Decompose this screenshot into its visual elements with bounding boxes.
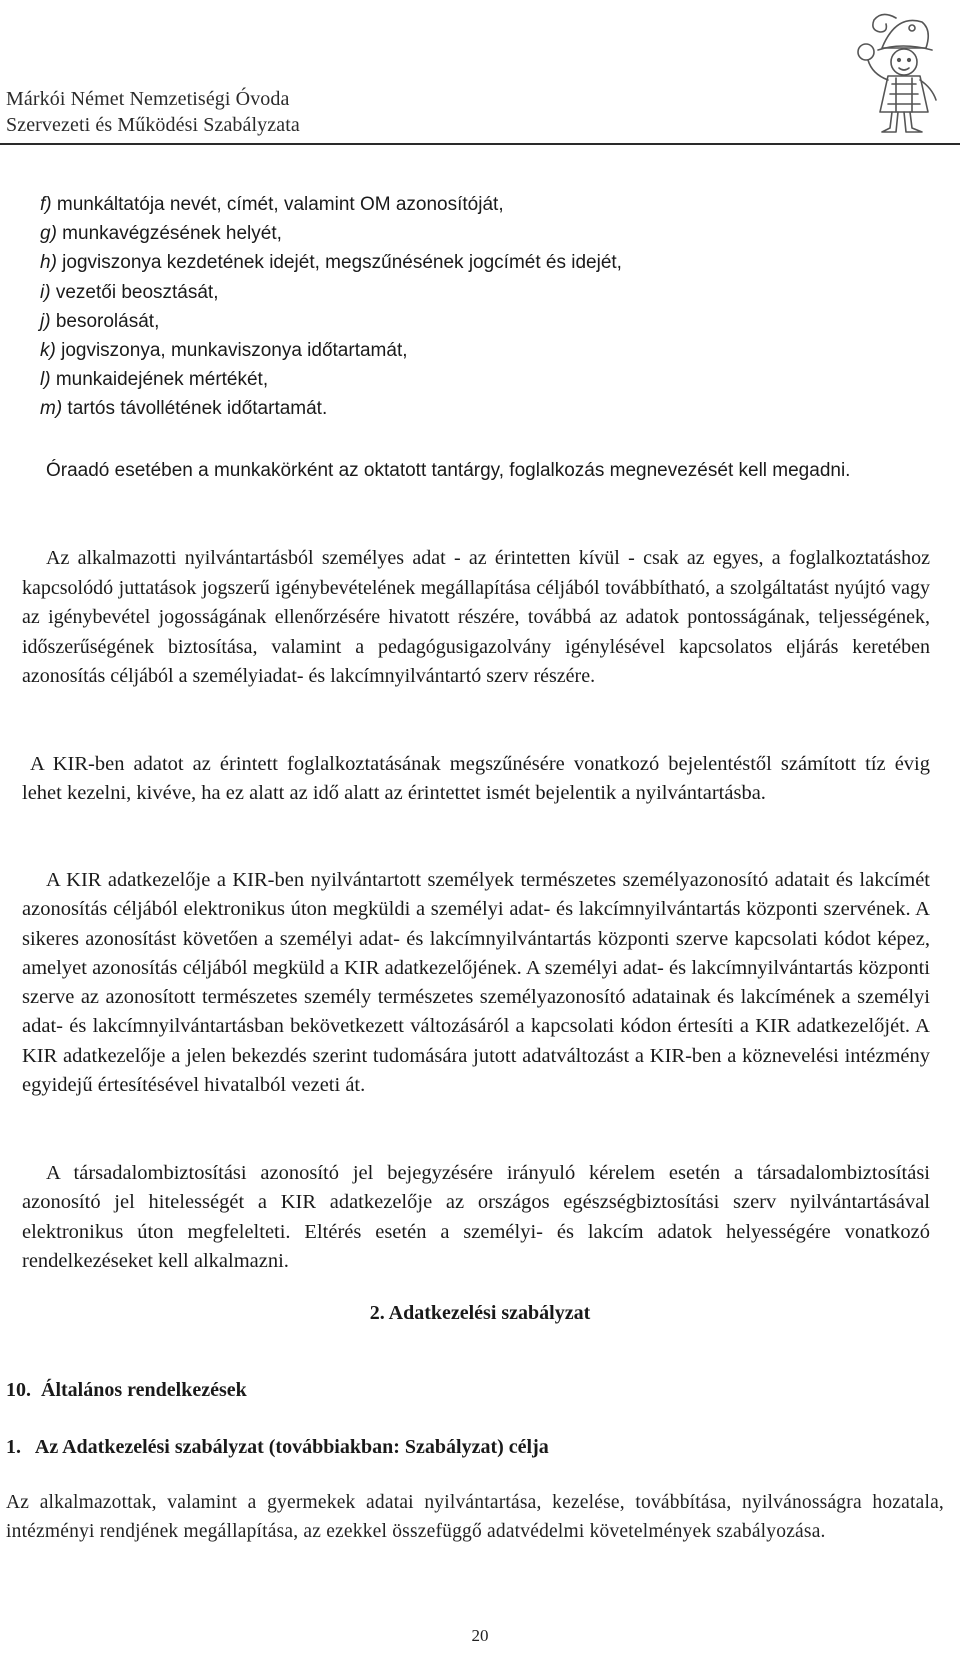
section-heading-szabalyzat-celja: 1. Az Adatkezelési szabályzat (továbbiakban: Szabályzat) célja — [6, 1436, 549, 1458]
list-item: f) munkáltatója nevét, címét, valamint OM azonosítóját, — [40, 194, 504, 215]
header-title — [6, 86, 300, 138]
paragraph-alkalmazotti-nyilvantartas: Az alkalmazotti nyilvántartásból személyes adat - az érintetten kívül - csak az egyes, a foglalkoztatáshoz kapcsolódó juttatások jogszerű igénybevételének megállapítása céljából továbbítható, a szolgáltatást nyújtó vagy az igénybevétel jogosságának ellenőrzésére hivatott részére, továbbá az adatok pontosságának, teljességének, időszerűségének biztosítása, valamint a pedagógusigazolvány igénylésével kapcsolatos eljárás keretében azonosítás céljából a személyiadat- és lakcímnyilvántartó szerv részére. — [22, 547, 930, 687]
paragraph-oraado: Óraadó esetében a munkakörként az oktatott tantárgy, foglalkozás megnevezését kell megadni. — [46, 460, 851, 481]
list-item: k) jogviszonya, munkaviszonya időtartamát, — [40, 340, 408, 362]
section-heading-altalanos-rendelkezesek: 10. Általános rendelkezések — [6, 1379, 247, 1401]
header-divider — [0, 143, 960, 145]
paragraph-kir-adatkezelo: A KIR adatkezelője a KIR-ben nyilvántartott személyek természetes személyazonosító adatait és lakcímét azonosítás céljából elektronikus úton megküldi a személyi adat- és lakcímnyilvántartás központi szervének. A sikeres azonosítást követően a személyi adat- és lakcímnyilvántartás központi szerve kapcsolati kódot képez, amelyet azonosítás céljából megküld a KIR adatkezelőjének. A személyi adat- és lakcímnyilvántartás központi szerve az azonosított természetes személy természetes személyazonosító adatainak és lakcímének a személyi adat- és lakcímnyilvántartásban bekövetkezett változásáról a kapcsolati kódon értesíti a KIR adatkezelőjét. A KIR adatkezelője a jelen bekezdés szerint tudomására jutott adatváltozást a KIR-ben a köznevelési intézmény egyidejű értesítésével hivatalból vezeti át. — [22, 869, 930, 1097]
paragraph-tarsadalombiztositasi: A társadalombiztosítási azonosító jel bejegyzésére irányuló kérelem esetén a társadalombiztosítási azonosító jel hitelességét a KIR adatkezelője az országos egészségbiztosítási szerv nyilvántartásával elektronikus úton megfelelteti. Eltérés esetén a személyi- és lakcím adatok helyességére vonatkozó rendelkezéseket kell alkalmazni. — [22, 1162, 930, 1272]
list-item: h) jogviszonya kezdetének idejét, megszűnésének jogcímét és idejét, — [40, 252, 622, 274]
list-item: g) munkavégzésének helyét, — [40, 223, 282, 245]
kindergarten-mascot-logo-icon — [852, 8, 944, 140]
page-number: 20 — [471, 1626, 489, 1645]
paragraph-szabalyzat-cel-leiras: Az alkalmazottak, valamint a gyermekek adatai nyilvántartása, kezelése, továbbítása, nyilvánosságra hozatala, intézményi rendjének megállapítása, az ezekkel összefüggő adatvédelmi követelmények szabályozása. — [6, 1492, 944, 1542]
paragraph-kir-kezeles: A KIR-ben adatot az érintett foglalkoztatásának megszűnésére vonatkozó bejelentéstől számított tíz évig lehet kezelni, kivéve, ha ez alatt az idő alatt az érintettet ismét bejelentik a nyilvántartásba. — [22, 753, 930, 805]
list-item: i) vezetői beosztását, — [40, 281, 219, 303]
section-heading-adatkezelesi-szabalyzat: 2. Adatkezelési szabályzat — [369, 1302, 591, 1324]
header-line-2: Szervezeti és Működési Szabályzata — [6, 114, 300, 136]
list-item: l) munkaidejének mértékét, — [40, 369, 269, 391]
page-header — [0, 0, 960, 145]
list-item: m) tartós távollétének időtartamát. — [40, 398, 328, 420]
header-line-1: Márkói Német Nemzetiségi Óvoda — [6, 88, 290, 110]
list-item: j) besorolását, — [40, 310, 160, 332]
personal-data-list — [40, 190, 920, 424]
